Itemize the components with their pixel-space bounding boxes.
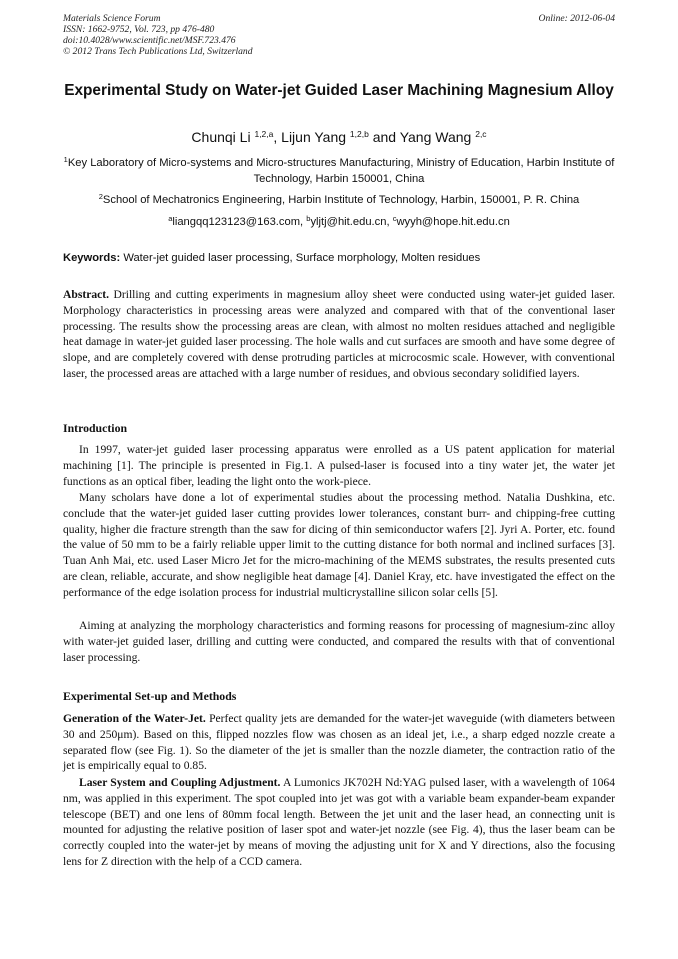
email-separator: , xyxy=(386,216,393,228)
copyright-line: © 2012 Trans Tech Publications Ltd, Switzerland xyxy=(63,46,253,57)
author-separator: and xyxy=(368,129,400,145)
affiliation-text: Key Laboratory of Micro-systems and Micro-structures Manufacturing, Ministry of Education, Harbin Institute of Technology, Harbin 150001, China xyxy=(67,157,615,185)
email-marker: a xyxy=(168,214,173,223)
abstract-text: Drilling and cutting experiments in magnesium alloy sheet were conducted using water-jet guided laser. Morphology characteristics in processing areas were analyzed and compared with that of the conventional laser processing. The results show the processing areas are clean, with almost no molten residues attached and negligible heat damage in water-jet guided laser processing. The hole walls and cut surfaces are smooth and have some degree of slope, and are completely covered with dense protruding particles at microcosmic scale. However, with conventional laser, the processed areas are attached with a large number of residues, and obvious secondary solidified layers. xyxy=(63,288,615,380)
author-emails xyxy=(63,214,615,230)
abstract-label: Abstract. xyxy=(63,288,110,301)
affiliation-1 xyxy=(63,155,615,187)
author-affiliation-marker: 1,2,b xyxy=(349,129,369,139)
doi-line: doi:10.4028/www.scientific.net/MSF.723.476 xyxy=(63,35,236,46)
intro-paragraph-2: Many scholars have done a lot of experimental studies about the processing method. Natalia Dushkina, etc. conclude that the water-jet guided laser cutting provides lower tolerances, constant burr- and chipping-free cutting quality, higher die fracture strength than the saw for dicing of thin semiconductor wafers [2]. Jyri A. Porter, etc. found the value of 50 mm to be a fairly reliable upper limit to the cutting distance for both normal and inclined surfaces [3]. Tuan Anh Mai, etc. used Laser Micro Jet for the micro-machining of the MEMS substrates, the results presented cuts are clean, reliable, accurate, and show negligible heat damage [4]. Daniel Kray, etc. have investigated the effect on the performance of the edge isolation process for industrial multicrystalline silicon solar cells [5]. xyxy=(63,491,615,599)
email-separator: , xyxy=(300,216,307,228)
paper-title: Experimental Study on Water-jet Guided Laser Machining Magnesium Alloy xyxy=(64,82,614,99)
author-name: Yang Wang xyxy=(399,129,472,145)
affiliation-number: 2 xyxy=(98,192,103,201)
author-affiliation-marker: 2,c xyxy=(475,129,487,139)
author-name: Chunqi Li xyxy=(191,129,251,145)
keywords-label: Keywords: xyxy=(63,252,121,264)
keywords xyxy=(63,250,615,266)
affiliation-number: 1 xyxy=(63,155,68,164)
email-link[interactable]: yljtj@hit.edu.cn xyxy=(310,216,387,228)
email-marker: b xyxy=(306,214,311,223)
water-jet-label: Generation of the Water-Jet. xyxy=(63,712,206,725)
water-jet-paragraph xyxy=(63,711,615,774)
intro-paragraph-1: In 1997, water-jet guided laser processing apparatus were enrolled as a US patent application for material machining [1]. The principle is presented in Fig.1. A pulsed-laser is focused into a tiny water jet, the water jet functions as an optical fiber, leading the light onto the work-piece. xyxy=(63,443,615,488)
laser-system-paragraph xyxy=(63,775,615,870)
author-separator: , xyxy=(273,129,282,145)
email-link[interactable]: liangqq123123@163.com xyxy=(172,216,301,228)
author-name: Lijun Yang xyxy=(281,129,347,145)
affiliation-2 xyxy=(63,192,615,208)
author-list xyxy=(63,128,615,146)
journal-header xyxy=(63,13,253,57)
email-link[interactable]: wyyh@hope.hit.edu.cn xyxy=(396,216,510,228)
methods-heading: Experimental Set-up and Methods xyxy=(63,689,237,703)
keywords-text: Water-jet guided laser processing, Surface morphology, Molten residues xyxy=(123,252,481,264)
intro-paragraph-3: Aiming at analyzing the morphology characteristics and forming reasons for processing of magnesium-zinc alloy with water-jet guided laser, drilling and cutting were conducted, and compared the results with that of conventional laser processing. xyxy=(63,619,615,664)
journal-name: Materials Science Forum xyxy=(63,13,161,24)
abstract xyxy=(63,287,615,382)
water-jet-text: Perfect quality jets are demanded for the water-jet waveguide (with diameters between 30 and 250μm). Based on this, flipped nozzles flow was chosen as an ideal jet, i.e., a sharp edged nozzle create a separated flow (see Fig. 1). So the diameter of the jet is smaller than the nozzle diameter, the contraction ratio of the jet is empirically equal to 0.85. xyxy=(63,712,615,773)
online-date: Online: 2012-06-04 xyxy=(538,13,615,24)
email-marker: c xyxy=(392,214,397,223)
issn-line: ISSN: 1662-9752, Vol. 723, pp 476-480 xyxy=(63,24,215,35)
laser-system-text: A Lumonics JK702H Nd:YAG pulsed laser, with a wavelength of 1064 nm, was applied in this experiment. The spot coupled into jet was got with a variable beam expander-beam expander telescope (BET) and one lens of 80mm focal length. Between the jet unit and the laser head, an connecting unit is mounted for adjusting the relative position of laser spot and water-jet nozzle (see Fig. 4), thus the laser beam can be correctly coupled into the water-jet by means of moving the adjusting unit for X and Y directions, also the focusing lens for Z direction with the help of a CCD camera. xyxy=(63,776,615,868)
laser-system-label: Laser System and Coupling Adjustment. xyxy=(79,776,281,789)
author-affiliation-marker: 1,2,a xyxy=(254,129,274,139)
introduction-heading: Introduction xyxy=(63,421,128,435)
affiliation-text: School of Mechatronics Engineering, Harbin Institute of Technology, Harbin, 150001, P. R. China xyxy=(102,194,580,206)
